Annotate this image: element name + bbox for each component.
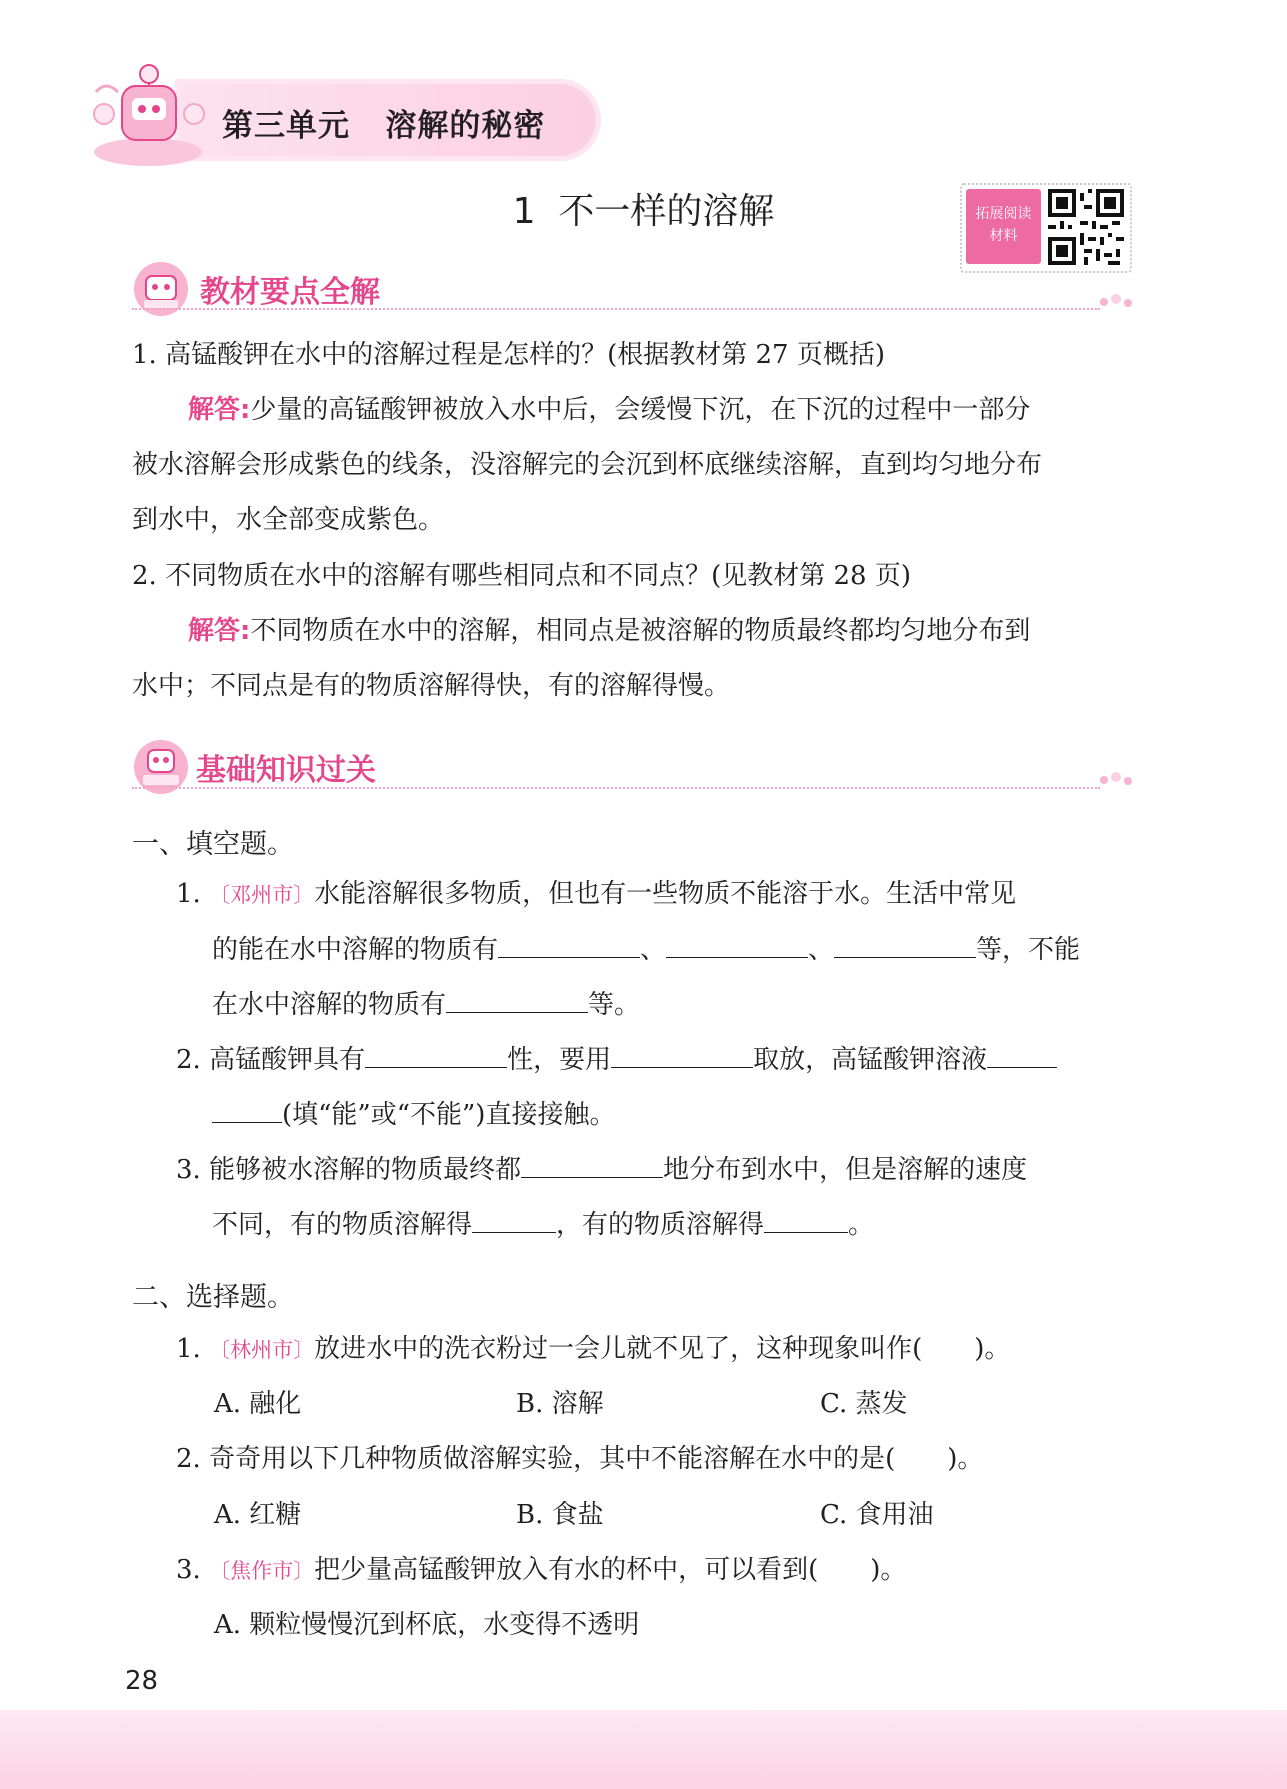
- fill-item-3-line-1: 3. 能够被水溶解的物质最终都 地分布到水中，但是溶解的速度: [176, 1151, 1027, 1188]
- answer-label: 解答:: [188, 395, 251, 425]
- divider-dots-icon: [1096, 770, 1136, 790]
- footer-band: [0, 1710, 1287, 1789]
- section-divider: [132, 292, 1100, 310]
- region-tag: 〔林州市〕: [209, 1338, 315, 1362]
- section-title-basics: 基础知识过关: [196, 753, 376, 788]
- answer-blank[interactable]: [666, 931, 808, 958]
- unit-title: 第三单元 溶解的秘密: [222, 108, 546, 144]
- divider-dots-icon: [1096, 292, 1136, 312]
- part-heading-fill-in: 一、填空题。: [132, 829, 294, 860]
- answer-blank[interactable]: [834, 931, 976, 958]
- answer-blank[interactable]: [212, 1096, 282, 1123]
- answer-1-line-2: 被水溶解会形成紫色的线条，没溶解完的会沉到杯底继续溶解，直到均匀地分布: [132, 450, 1043, 480]
- answer-blank[interactable]: [498, 931, 640, 958]
- fill-item-2-line-2: (填“能”或“不能”)直接接触。: [212, 1096, 615, 1133]
- answer-blank[interactable]: [987, 1041, 1057, 1068]
- answer-blank[interactable]: [472, 1206, 556, 1233]
- choice-item-2: 2. 奇奇用以下几种物质做溶解实验，其中不能溶解在水中的是( )。: [176, 1444, 984, 1474]
- fill-item-2-line-1: 2. 高锰酸钾具有 性，要用 取放，高锰酸钾溶液: [176, 1041, 1057, 1078]
- page-number: 28: [125, 1666, 159, 1696]
- qr-code-icon[interactable]: [1048, 189, 1124, 265]
- region-tag: 〔邓州市〕: [209, 883, 315, 907]
- choice-2-option-a[interactable]: A. 红糖: [214, 1500, 302, 1530]
- answer-blank[interactable]: [446, 986, 588, 1013]
- answer-2-line-1: 解答:不同物质在水中的溶解，相同点是被溶解的物质最终都均匀地分布到: [188, 616, 1031, 646]
- fill-item-1-line-3: 在水中溶解的物质有 等。: [212, 986, 640, 1023]
- choice-1-option-a[interactable]: A. 融化: [214, 1389, 302, 1419]
- section-divider: [132, 771, 1100, 789]
- answer-1-line-3: 到水中，水全部变成紫色。: [132, 505, 445, 535]
- answer-1-line-1: 解答:少量的高锰酸钾被放入水中后，会缓慢下沉，在下沉的过程中一部分: [188, 395, 1031, 425]
- choice-2-option-c[interactable]: C. 食用油: [820, 1500, 934, 1530]
- answer-blank[interactable]: [521, 1151, 663, 1178]
- fill-item-1-line-1: 1. 〔邓州市〕水能溶解很多物质，但也有一些物质不能溶于水。生活中常见: [176, 879, 1017, 909]
- answer-label: 解答:: [188, 616, 251, 646]
- choice-item-1: 1. 〔林州市〕放进水中的洗衣粉过一会儿就不见了，这种现象叫作( )。: [176, 1334, 1011, 1364]
- choice-1-option-b[interactable]: B. 溶解: [516, 1389, 604, 1419]
- region-tag: 〔焦作市〕: [209, 1559, 315, 1583]
- part-heading-choice: 二、选择题。: [132, 1282, 294, 1313]
- answer-blank[interactable]: [611, 1041, 753, 1068]
- question-1: 1. 高锰酸钾在水中的溶解过程是怎样的？(根据教材第 27 页概括): [132, 340, 885, 370]
- question-2: 2. 不同物质在水中的溶解有哪些相同点和不同点？(见教材第 28 页): [132, 561, 911, 591]
- choice-1-option-c[interactable]: C. 蒸发: [820, 1389, 908, 1419]
- robot-mascot-icon: [82, 52, 212, 170]
- section-title-key-points: 教材要点全解: [200, 275, 380, 310]
- fill-item-1-line-2: 的能在水中溶解的物质有 、 、 等，不能: [212, 931, 1080, 968]
- choice-item-3: 3. 〔焦作市〕把少量高锰酸钾放入有水的杯中，可以看到( )。: [176, 1555, 907, 1585]
- qr-label[interactable]: 拓展阅读 材料: [966, 189, 1041, 264]
- choice-3-option-a[interactable]: A. 颗粒慢慢沉到杯底，水变得不透明: [214, 1610, 640, 1640]
- answer-blank[interactable]: [764, 1206, 848, 1233]
- fill-item-3-line-2: 不同，有的物质溶解得 ，有的物质溶解得 。: [212, 1206, 874, 1243]
- answer-blank[interactable]: [365, 1041, 507, 1068]
- lesson-title: 1 不一样的溶解: [512, 191, 775, 232]
- answer-2-line-2: 水中；不同点是有的物质溶解得快，有的溶解得慢。: [132, 671, 731, 701]
- choice-2-option-b[interactable]: B. 食盐: [516, 1500, 604, 1530]
